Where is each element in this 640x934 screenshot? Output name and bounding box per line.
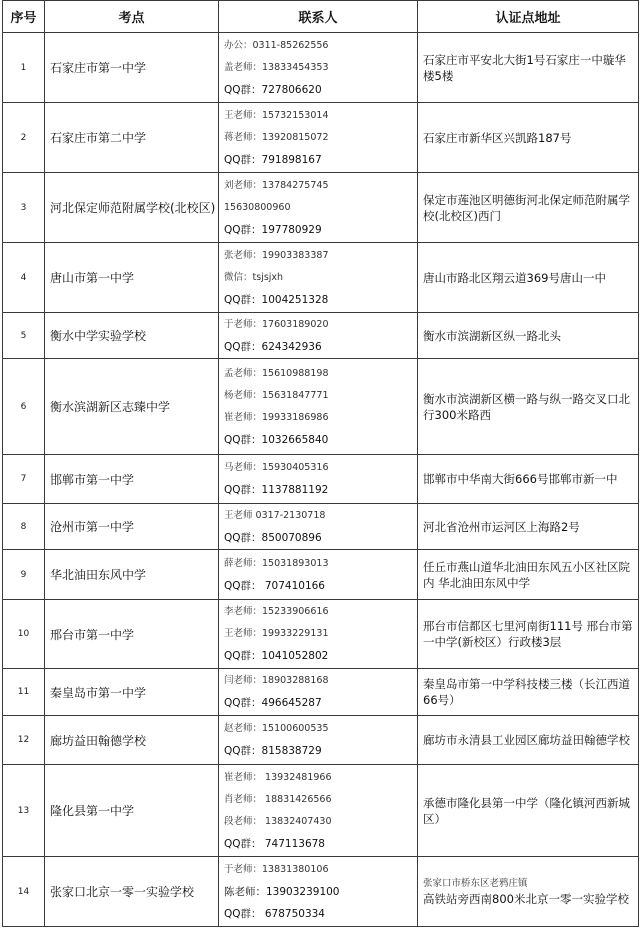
header-site: 考点 bbox=[45, 1, 219, 33]
address-text: 廊坊市永清县工业园区廊坊益田翰德学校 bbox=[423, 733, 630, 747]
address-text: 河北省沧州市运河区上海路2号 bbox=[423, 519, 580, 534]
contact-line: 崔老师：19933186986 bbox=[224, 411, 329, 423]
row-index: 9 bbox=[3, 550, 45, 600]
contact-cell bbox=[219, 359, 418, 455]
contact-line: 盖老师：13833454353 bbox=[224, 61, 329, 73]
exam-site-name: 张家口北京一零一实验学校 bbox=[45, 857, 219, 927]
header-address: 认证点地址 bbox=[418, 1, 639, 33]
contact-line: 张老师：19903383387 bbox=[224, 249, 329, 261]
contact-line: 杨老师：15631847771 bbox=[224, 389, 329, 401]
contact-cell bbox=[219, 857, 418, 927]
address-text: 任丘市燕山道华北油田东风五小区社区院内 华北油田东风中学 bbox=[423, 559, 630, 590]
exam-site-name: 邢台市第一中学 bbox=[45, 600, 219, 669]
address-text: 承德市隆化县第一中学（隆化镇河西新城区） bbox=[423, 795, 630, 826]
row-index: 3 bbox=[3, 173, 45, 243]
contact-line: 王老师：19933229131 bbox=[224, 628, 329, 639]
contact-cell bbox=[219, 504, 418, 550]
contact-line: 于老师：17603189020 bbox=[224, 318, 329, 330]
row-index: 1 bbox=[3, 33, 45, 103]
exam-site-name: 唐山市第一中学 bbox=[45, 243, 219, 313]
table-row bbox=[3, 243, 639, 313]
address-cell bbox=[418, 600, 639, 669]
address-cell bbox=[418, 243, 639, 313]
row-index: 7 bbox=[3, 455, 45, 504]
address-text: 邢台市信都区七里河南街111号 邢台市第一中学(新校区）行政楼3层 bbox=[423, 619, 633, 649]
table-row bbox=[3, 716, 639, 765]
table-row bbox=[3, 103, 639, 173]
table-row bbox=[3, 857, 639, 927]
header-index: 序号 bbox=[3, 1, 45, 33]
row-index: 8 bbox=[3, 504, 45, 550]
contact-cell bbox=[219, 313, 418, 359]
exam-site-name: 华北油田东风中学 bbox=[45, 550, 219, 600]
contact-cell bbox=[219, 173, 418, 243]
qq-group: QQ群：1137881192 bbox=[224, 484, 329, 496]
contact-line: 肖老师： 18831426566 bbox=[224, 793, 332, 805]
exam-site-name: 邯郸市第一中学 bbox=[45, 455, 219, 504]
table-row bbox=[3, 313, 639, 359]
contact-line: 王老师：15732153014 bbox=[224, 109, 329, 121]
qq-group: QQ群：1004251328 bbox=[224, 293, 329, 306]
table-body bbox=[3, 33, 639, 927]
qq-group: QQ群：815838729 bbox=[224, 745, 322, 757]
row-index: 6 bbox=[3, 359, 45, 455]
address-text: 石家庄市新华区兴凯路187号 bbox=[423, 130, 572, 145]
row-index: 11 bbox=[3, 669, 45, 716]
contact-line: 孟老师：15610988198 bbox=[224, 367, 329, 379]
qq-group: QQ群： 747113678 bbox=[224, 837, 325, 850]
contact-line: 薛老师：15031893013 bbox=[224, 557, 329, 569]
qq-group: QQ群：1041052802 bbox=[224, 650, 329, 662]
contact-cell bbox=[219, 669, 418, 716]
table-row bbox=[3, 600, 639, 669]
address-cell bbox=[418, 504, 639, 550]
contact-cell bbox=[219, 765, 418, 857]
qq-group: QQ群：496645287 bbox=[224, 697, 322, 709]
contact-line: 马老师：15930405316 bbox=[224, 462, 329, 473]
contact-line: 15630800960 bbox=[224, 201, 291, 213]
row-index: 12 bbox=[3, 716, 45, 765]
address-cell bbox=[418, 669, 639, 716]
exam-site-name: 秦皇岛市第一中学 bbox=[45, 669, 219, 716]
row-index: 14 bbox=[3, 857, 45, 927]
address-cell bbox=[418, 857, 639, 927]
address-cell bbox=[418, 765, 639, 857]
table-row bbox=[3, 765, 639, 857]
row-index: 10 bbox=[3, 600, 45, 669]
contact-line: 微信：tsjsjxh bbox=[224, 271, 284, 283]
address-cell bbox=[418, 359, 639, 455]
row-index: 13 bbox=[3, 765, 45, 857]
address-cell bbox=[418, 313, 639, 359]
contact-line: 段老师： 13832407430 bbox=[224, 815, 332, 827]
contact-line: 于老师：13831380106 bbox=[224, 863, 329, 875]
qq-group: QQ群：727806620 bbox=[224, 83, 322, 96]
table-row bbox=[3, 550, 639, 600]
qq-group: QQ群：624342936 bbox=[224, 340, 322, 353]
address-text: 高铁站旁西南800米北京一零一实验学校 bbox=[423, 891, 629, 906]
table-row bbox=[3, 173, 639, 243]
address-cell bbox=[418, 455, 639, 504]
address-cell bbox=[418, 550, 639, 600]
contact-line: 刘老师：13784275745 bbox=[224, 179, 329, 191]
table-row bbox=[3, 669, 639, 716]
contact-cell bbox=[219, 600, 418, 669]
exam-site-name: 石家庄市第一中学 bbox=[45, 33, 219, 103]
qq-group: QQ群：791898167 bbox=[224, 153, 322, 166]
address-text: 衡水市滨湖新区纵一路北头 bbox=[423, 328, 561, 343]
qq-group: QQ群：1032665840 bbox=[224, 433, 329, 446]
address-cell bbox=[418, 33, 639, 103]
contact-cell bbox=[219, 455, 418, 504]
exam-site-name: 衡水中学实验学校 bbox=[45, 313, 219, 359]
contact-cell bbox=[219, 716, 418, 765]
exam-site-table-container bbox=[2, 0, 638, 927]
contact-line: 闫老师：18903288168 bbox=[224, 675, 329, 686]
address-text: 保定市莲池区明德街河北保定师范附属学校(北校区)西门 bbox=[423, 192, 630, 223]
qq-group: QQ群：850070896 bbox=[224, 531, 322, 544]
header-contact: 联系人 bbox=[219, 1, 418, 33]
address-cell bbox=[418, 716, 639, 765]
contact-line: 赵老师：15100600535 bbox=[224, 723, 329, 734]
row-index: 4 bbox=[3, 243, 45, 313]
exam-site-name: 衡水滨湖新区志臻中学 bbox=[45, 359, 219, 455]
table-row bbox=[3, 504, 639, 550]
contact-cell bbox=[219, 33, 418, 103]
contact-line: 李老师：15233906616 bbox=[224, 606, 329, 617]
contact-line: 王老师 0317-2130718 bbox=[224, 509, 326, 521]
address-text: 石家庄市平安北大街1号石家庄一中璇华楼5楼 bbox=[423, 52, 626, 83]
address-text: 秦皇岛市第一中学科技楼三楼（长江西道66号） bbox=[423, 677, 630, 707]
exam-site-name: 河北保定师范附属学校(北校区) bbox=[45, 173, 219, 243]
contact-line: 陈老师：13903239100 bbox=[224, 885, 340, 898]
table-row bbox=[3, 359, 639, 455]
qq-group: QQ群： 678750334 bbox=[224, 907, 325, 920]
address-text: 衡水市滨湖新区横一路与纵一路交叉口北行300米路西 bbox=[423, 391, 630, 422]
table-row bbox=[3, 33, 639, 103]
row-index: 2 bbox=[3, 103, 45, 173]
contact-cell bbox=[219, 550, 418, 600]
address-cell bbox=[418, 103, 639, 173]
exam-site-name: 廊坊益田翰德学校 bbox=[45, 716, 219, 765]
contact-line: 崔老师： 13932481966 bbox=[224, 771, 332, 783]
exam-site-name: 沧州市第一中学 bbox=[45, 504, 219, 550]
contact-line: 蒋老师：13920815072 bbox=[224, 131, 329, 143]
exam-site-name: 隆化县第一中学 bbox=[45, 765, 219, 857]
row-index: 5 bbox=[3, 313, 45, 359]
exam-site-name: 石家庄市第二中学 bbox=[45, 103, 219, 173]
exam-site-table bbox=[2, 0, 639, 927]
address-text: 邯郸市中华南大街666号邯郸市新一中 bbox=[423, 472, 618, 486]
contact-cell bbox=[219, 243, 418, 313]
contact-cell bbox=[219, 103, 418, 173]
table-header bbox=[3, 1, 639, 33]
qq-group: QQ群： 707410166 bbox=[224, 579, 325, 592]
header-row bbox=[3, 1, 639, 33]
address-text: 唐山市路北区翔云道369号唐山一中 bbox=[423, 270, 606, 285]
address-cell bbox=[418, 173, 639, 243]
table-row bbox=[3, 455, 639, 504]
contact-line: 办公：0311-85262556 bbox=[224, 39, 329, 51]
qq-group: QQ群：197780929 bbox=[224, 223, 322, 236]
address-line-small: 张家口市桥东区老鸦庄镇 bbox=[423, 877, 528, 889]
